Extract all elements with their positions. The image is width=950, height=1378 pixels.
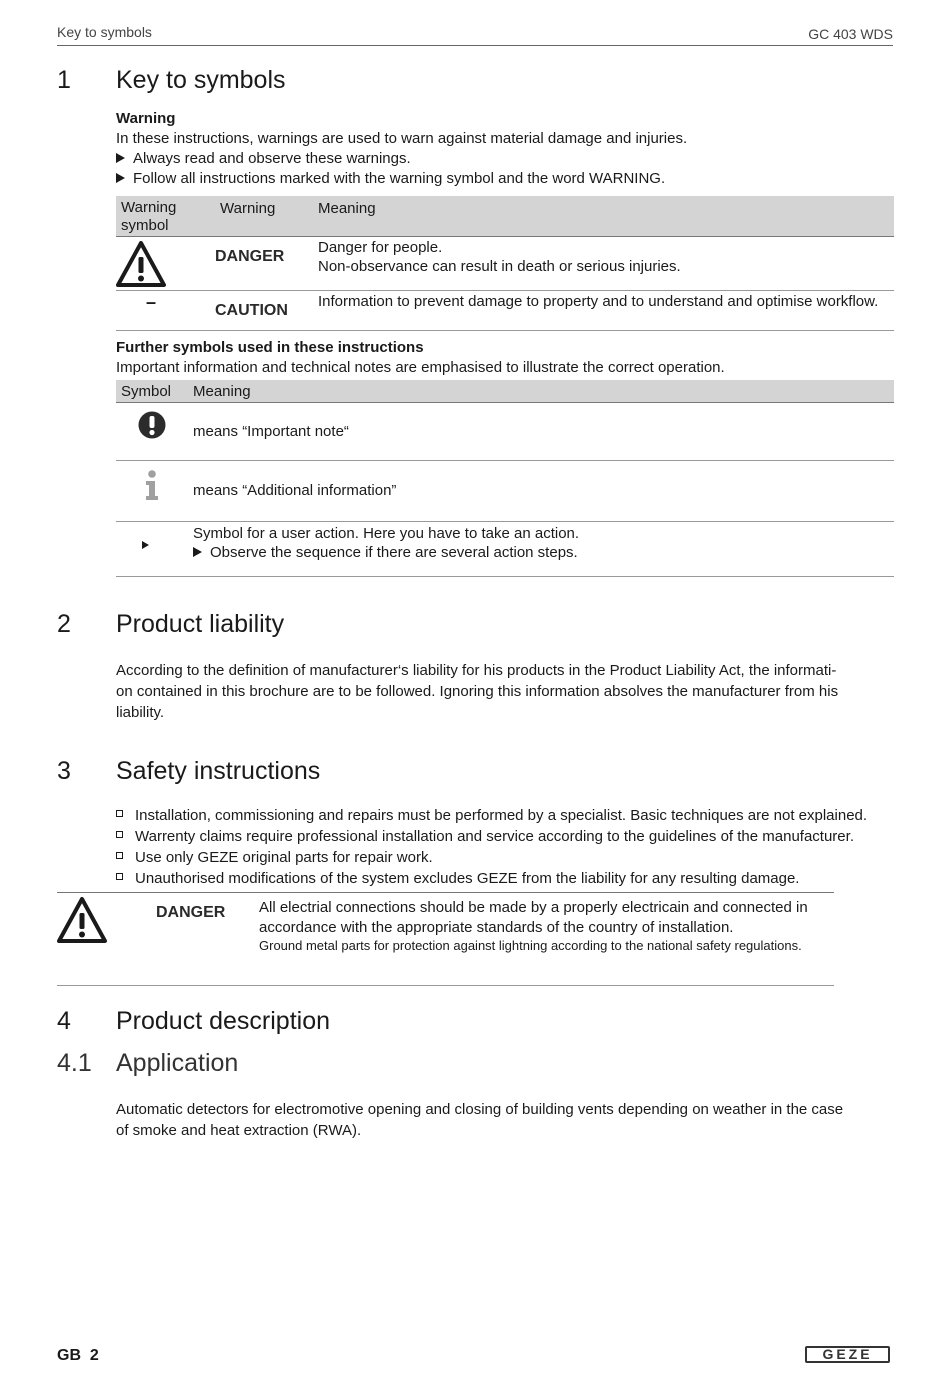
running-header-left: Key to symbols bbox=[57, 24, 152, 40]
section-4-1-number: 4.1 bbox=[57, 1049, 92, 1077]
section-4-1-title: Application bbox=[116, 1049, 239, 1077]
section-2-number: 2 bbox=[57, 610, 71, 638]
warning-table-header-symbol: Warning symbol bbox=[121, 199, 177, 234]
danger-box-bottom-rule bbox=[57, 985, 834, 986]
table-rule bbox=[116, 521, 894, 522]
info-icon bbox=[144, 470, 160, 501]
safety-bullet: Unauthorised modifications of the system excludes GEZE from the liability for any resulting damage. bbox=[116, 869, 799, 889]
additional-info-meaning: means “Additional information” bbox=[193, 482, 397, 499]
table-rule bbox=[116, 460, 894, 461]
warning-bullet: Follow all instructions marked with the warning symbol and the word WARNING. bbox=[116, 169, 665, 189]
header-rule bbox=[57, 45, 893, 46]
section-4-title: Product description bbox=[116, 1007, 331, 1035]
table-rule bbox=[116, 290, 894, 291]
safety-bullet: Installation, commissioning and repairs must be performed by a specialist. Basic techniques are not explained. bbox=[116, 806, 867, 826]
geze-logo: GEZE bbox=[805, 1346, 890, 1363]
important-note-meaning: means “Important note“ bbox=[193, 423, 349, 440]
table-rule bbox=[116, 576, 894, 577]
action-triangle-icon bbox=[193, 547, 202, 557]
section-1-title: Key to symbols bbox=[116, 66, 286, 94]
user-action-sub: Observe the sequence if there are several action steps. bbox=[193, 543, 578, 562]
square-bullet-icon bbox=[116, 831, 123, 838]
warning-triangle-icon bbox=[56, 896, 108, 944]
warning-table-header-warning: Warning bbox=[220, 200, 276, 217]
application-text: Automatic detectors for electromotive opening and closing of building vents depending on weather in the case of smoke and heat extraction (RWA). bbox=[116, 1101, 844, 1139]
action-triangle-icon bbox=[116, 153, 125, 163]
section-2-title: Product liability bbox=[116, 610, 285, 638]
exclamation-circle-icon bbox=[138, 411, 166, 439]
symbol-table-header-meaning: Meaning bbox=[193, 383, 251, 400]
user-action-meaning: Symbol for a user action. Here you have to take an action. bbox=[193, 525, 580, 542]
danger-meaning-line-1: Danger for people. bbox=[318, 239, 443, 256]
safety-danger-signal-word: DANGER bbox=[156, 904, 226, 921]
action-triangle-icon bbox=[116, 173, 125, 183]
symbol-table-header-symbol: Symbol bbox=[121, 383, 172, 400]
safety-danger-small-text: Ground metal parts for protection against lightning according to the national safety regulations. bbox=[259, 938, 802, 953]
safety-bullet: Use only GEZE original parts for repair work. bbox=[116, 848, 433, 868]
section-3-number: 3 bbox=[57, 757, 71, 785]
square-bullet-icon bbox=[116, 852, 123, 859]
caution-signal-word: CAUTION bbox=[215, 302, 288, 319]
section-4-number: 4 bbox=[57, 1007, 71, 1035]
action-triangle-icon bbox=[142, 541, 149, 549]
table-rule bbox=[116, 330, 894, 331]
section-1-number: 1 bbox=[57, 66, 71, 94]
product-liability-text: According to the definition of manufacturer‘s liability for his products in the Product Liability Act, the informati- on contained in this brochure are to be followed. Ignoring this information absolves the manufacturer from his liability. bbox=[116, 662, 839, 721]
further-symbols-heading: Further symbols used in these instructions bbox=[116, 339, 424, 356]
square-bullet-icon bbox=[116, 873, 123, 880]
square-bullet-icon bbox=[116, 810, 123, 817]
danger-box-top-rule bbox=[57, 892, 834, 893]
page-number: GB 2 bbox=[57, 1347, 99, 1364]
caution-meaning: Information to prevent damage to property and to understand and optimise workflow. bbox=[318, 293, 879, 310]
warning-heading: Warning bbox=[116, 110, 176, 127]
table-rule bbox=[116, 236, 894, 237]
dash-icon: – bbox=[146, 292, 157, 312]
danger-signal-word: DANGER bbox=[215, 248, 285, 265]
warning-intro: In these instructions, warnings are used to warn against material damage and injuries. bbox=[116, 130, 688, 147]
warning-triangle-icon bbox=[115, 240, 167, 288]
warning-bullet: Always read and observe these warnings. bbox=[116, 149, 411, 169]
safety-danger-text: All electrial connections should be made by a properly electricain and connected in accordance with the appropriate standards of the country of installation. bbox=[259, 899, 808, 936]
safety-bullet: Warrenty claims require professional installation and service according to the guidelines of the manufacturer. bbox=[116, 827, 854, 847]
section-3-title: Safety instructions bbox=[116, 757, 321, 785]
running-header-right: GC 403 WDS bbox=[808, 26, 893, 42]
danger-meaning-line-2: Non-observance can result in death or serious injuries. bbox=[318, 258, 681, 275]
further-symbols-intro: Important information and technical notes are emphasised to illustrate the correct operation. bbox=[116, 359, 725, 376]
table-rule bbox=[116, 402, 894, 403]
warning-table-header-meaning: Meaning bbox=[318, 200, 376, 217]
